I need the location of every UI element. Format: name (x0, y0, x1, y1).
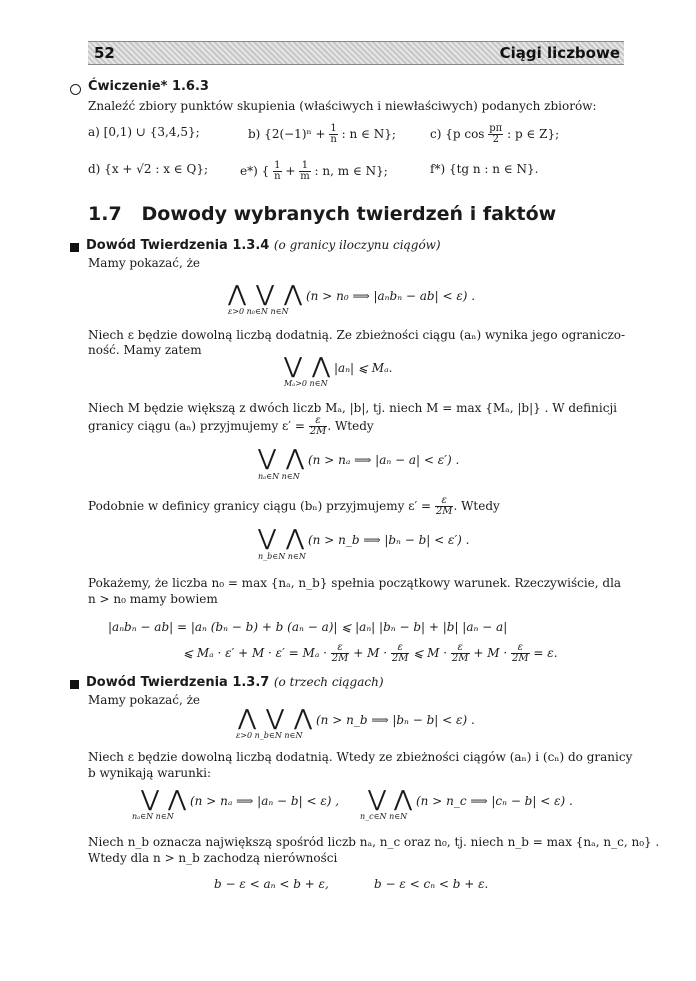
equation-line-2: ⩽ Mₐ · ε′ + M · ε′ = Mₐ · $\frac{\varepsilon}{2M}$ + M · $\frac{\varepsilon}{2M}$ ⩽ M · $\frac{\varepsilon}{2M}$ + M · $\frac{\varepsilon}{2M}$ = ε. (183, 642, 558, 664)
formula-6b-subscripts: n_c∈N n∈N (360, 812, 408, 821)
exercise-title: Ćwiczenie* 1.6.3 (88, 79, 209, 94)
running-header (88, 41, 624, 65)
exists-icon: ⋁ (141, 787, 160, 812)
formula-6a-subscripts: nₐ∈N n∈N (132, 812, 174, 821)
forall-icon: ⋀ (312, 354, 331, 379)
forall-icon: ⋀ (238, 706, 257, 731)
paragraph-line: Podobnie w definicy granicy ciągu (bₙ) przyjmujemy ε′ = $\frac{\varepsilon}{2M}$ . Wtedy (88, 495, 500, 517)
paragraph-line: Niech ε będzie dowolną liczbą dodatnią. Wtedy ze zbieżności ciągów (aₙ) i (cₙ) do granicy (88, 750, 633, 764)
exercise-item-c: c) {p cos $\frac{p\pi}{2}$ : p ∈ Z}; (430, 123, 560, 145)
exists-icon: ⋁ (258, 526, 277, 551)
exercise-instruction: Znaleźć zbiory punktów skupienia (właściwych i niewłaściwych) podanych zbiorów: (88, 99, 597, 113)
formula-6a: (n > nₐ ⟹ |aₙ − b| < ε) , (190, 794, 340, 808)
paragraph-line: Niech ε będzie dowolną liczbą dodatnią. Ze zbieżności ciągu (aₙ) wynika jego ograniczo- (88, 328, 626, 342)
formula-4: (n > n_b ⟹ |bₙ − b| < ε′) . (308, 533, 470, 547)
formula-4-subscripts: n_b∈N n∈N (258, 552, 306, 561)
exists-icon: ⋁ (368, 787, 387, 812)
forall-icon: ⋀ (394, 787, 413, 812)
section-heading: 1.7 Dowody wybranych twierdzeń i faktów (88, 203, 557, 225)
page-number: 52 (94, 44, 115, 62)
formula-6b: (n > n_c ⟹ |cₙ − b| < ε) . (416, 794, 573, 808)
exists-icon: ⋁ (258, 446, 277, 471)
proof1-intro: Mamy pokazać, że (88, 256, 200, 270)
exists-icon: ⋁ (256, 282, 275, 307)
formula-2-subscripts: Mₐ>0 n∈N (284, 379, 328, 388)
formula-3: (n > nₐ ⟹ |aₙ − a| < ε′) . (308, 453, 460, 467)
paragraph-line: granicy ciągu (aₙ) przyjmujemy ε′ = $\frac{\varepsilon}{2M}$ . Wtedy (88, 415, 374, 437)
exists-icon: ⋁ (266, 706, 285, 731)
equation-line-1: |aₙbₙ − ab| = |aₙ (bₙ − b) + b (aₙ − a)| ⩽ |aₙ| |bₙ − b| + |b| |aₙ − a| (108, 620, 508, 634)
forall-icon: ⋀ (286, 446, 305, 471)
exercise-item-e: e*) { $\frac{1}{n}$ + $\frac{1}{m}$ : n, m ∈ N}; (240, 160, 388, 182)
circle-bullet-icon (70, 84, 81, 95)
formula-1: (n > n₀ ⟹ |aₙbₙ − ab| < ε) . (306, 289, 476, 303)
paragraph-line: ność. Mamy zatem (88, 343, 202, 357)
proof2-heading: Dowód Twierdzenia 1.3.7 (o trzech ciągach) (86, 675, 384, 690)
proof2-intro: Mamy pokazać, że (88, 693, 200, 707)
formula-3-subscripts: nₐ∈N n∈N (258, 472, 300, 481)
exercise-item-a: a) [0,1) ∪ {3,4,5}; (88, 125, 200, 139)
forall-icon: ⋀ (286, 526, 305, 551)
forall-icon: ⋀ (168, 787, 187, 812)
formula-5-subscripts: ε>0 n_b∈N n∈N (236, 731, 303, 740)
paragraph-line: Niech n_b oznacza największą spośród liczb nₐ, n_c oraz n₀, tj. niech n_b = max {nₐ, n_c, n₀} . (88, 835, 660, 849)
square-bullet-icon (70, 680, 79, 689)
inequality-1: b − ε < aₙ < b + ε, (214, 877, 329, 891)
square-bullet-icon (70, 243, 79, 252)
forall-icon: ⋀ (294, 706, 313, 731)
exercise-item-d: d) {x + √2 : x ∈ Q}; (88, 162, 209, 176)
formula-1-subscripts: ε>0 n₀∈N n∈N (228, 307, 289, 316)
inequality-2: b − ε < cₙ < b + ε. (374, 877, 489, 891)
forall-icon: ⋀ (228, 282, 247, 307)
formula-5: (n > n_b ⟹ |bₙ − b| < ε) . (316, 713, 475, 727)
chapter-title: Ciągi liczbowe (499, 44, 620, 62)
paragraph-line: Niech M będzie większą z dwóch liczb Mₐ, |b|, tj. niech M = max {Mₐ, |b|} . W definicji (88, 401, 618, 415)
exercise-item-b: b) {2(−1)ⁿ + $\frac{1}{n}$ : n ∈ N}; (248, 123, 396, 145)
forall-icon: ⋀ (284, 282, 303, 307)
exercise-item-f: f*) {tg n : n ∈ N}. (430, 162, 539, 176)
paragraph-line: n > n₀ mamy bowiem (88, 592, 218, 606)
paragraph-line: Pokażemy, że liczba n₀ = max {nₐ, n_b} spełnia początkowy warunek. Rzeczywiście, dla (88, 576, 622, 590)
proof1-heading: Dowód Twierdzenia 1.3.4 (o granicy iloczynu ciągów) (86, 238, 441, 253)
paragraph-line: b wynikają warunki: (88, 766, 211, 780)
exists-icon: ⋁ (284, 354, 303, 379)
formula-2: |aₙ| ⩽ Mₐ. (334, 361, 393, 375)
paragraph-line: Wtedy dla n > n_b zachodzą nierówności (88, 851, 338, 865)
